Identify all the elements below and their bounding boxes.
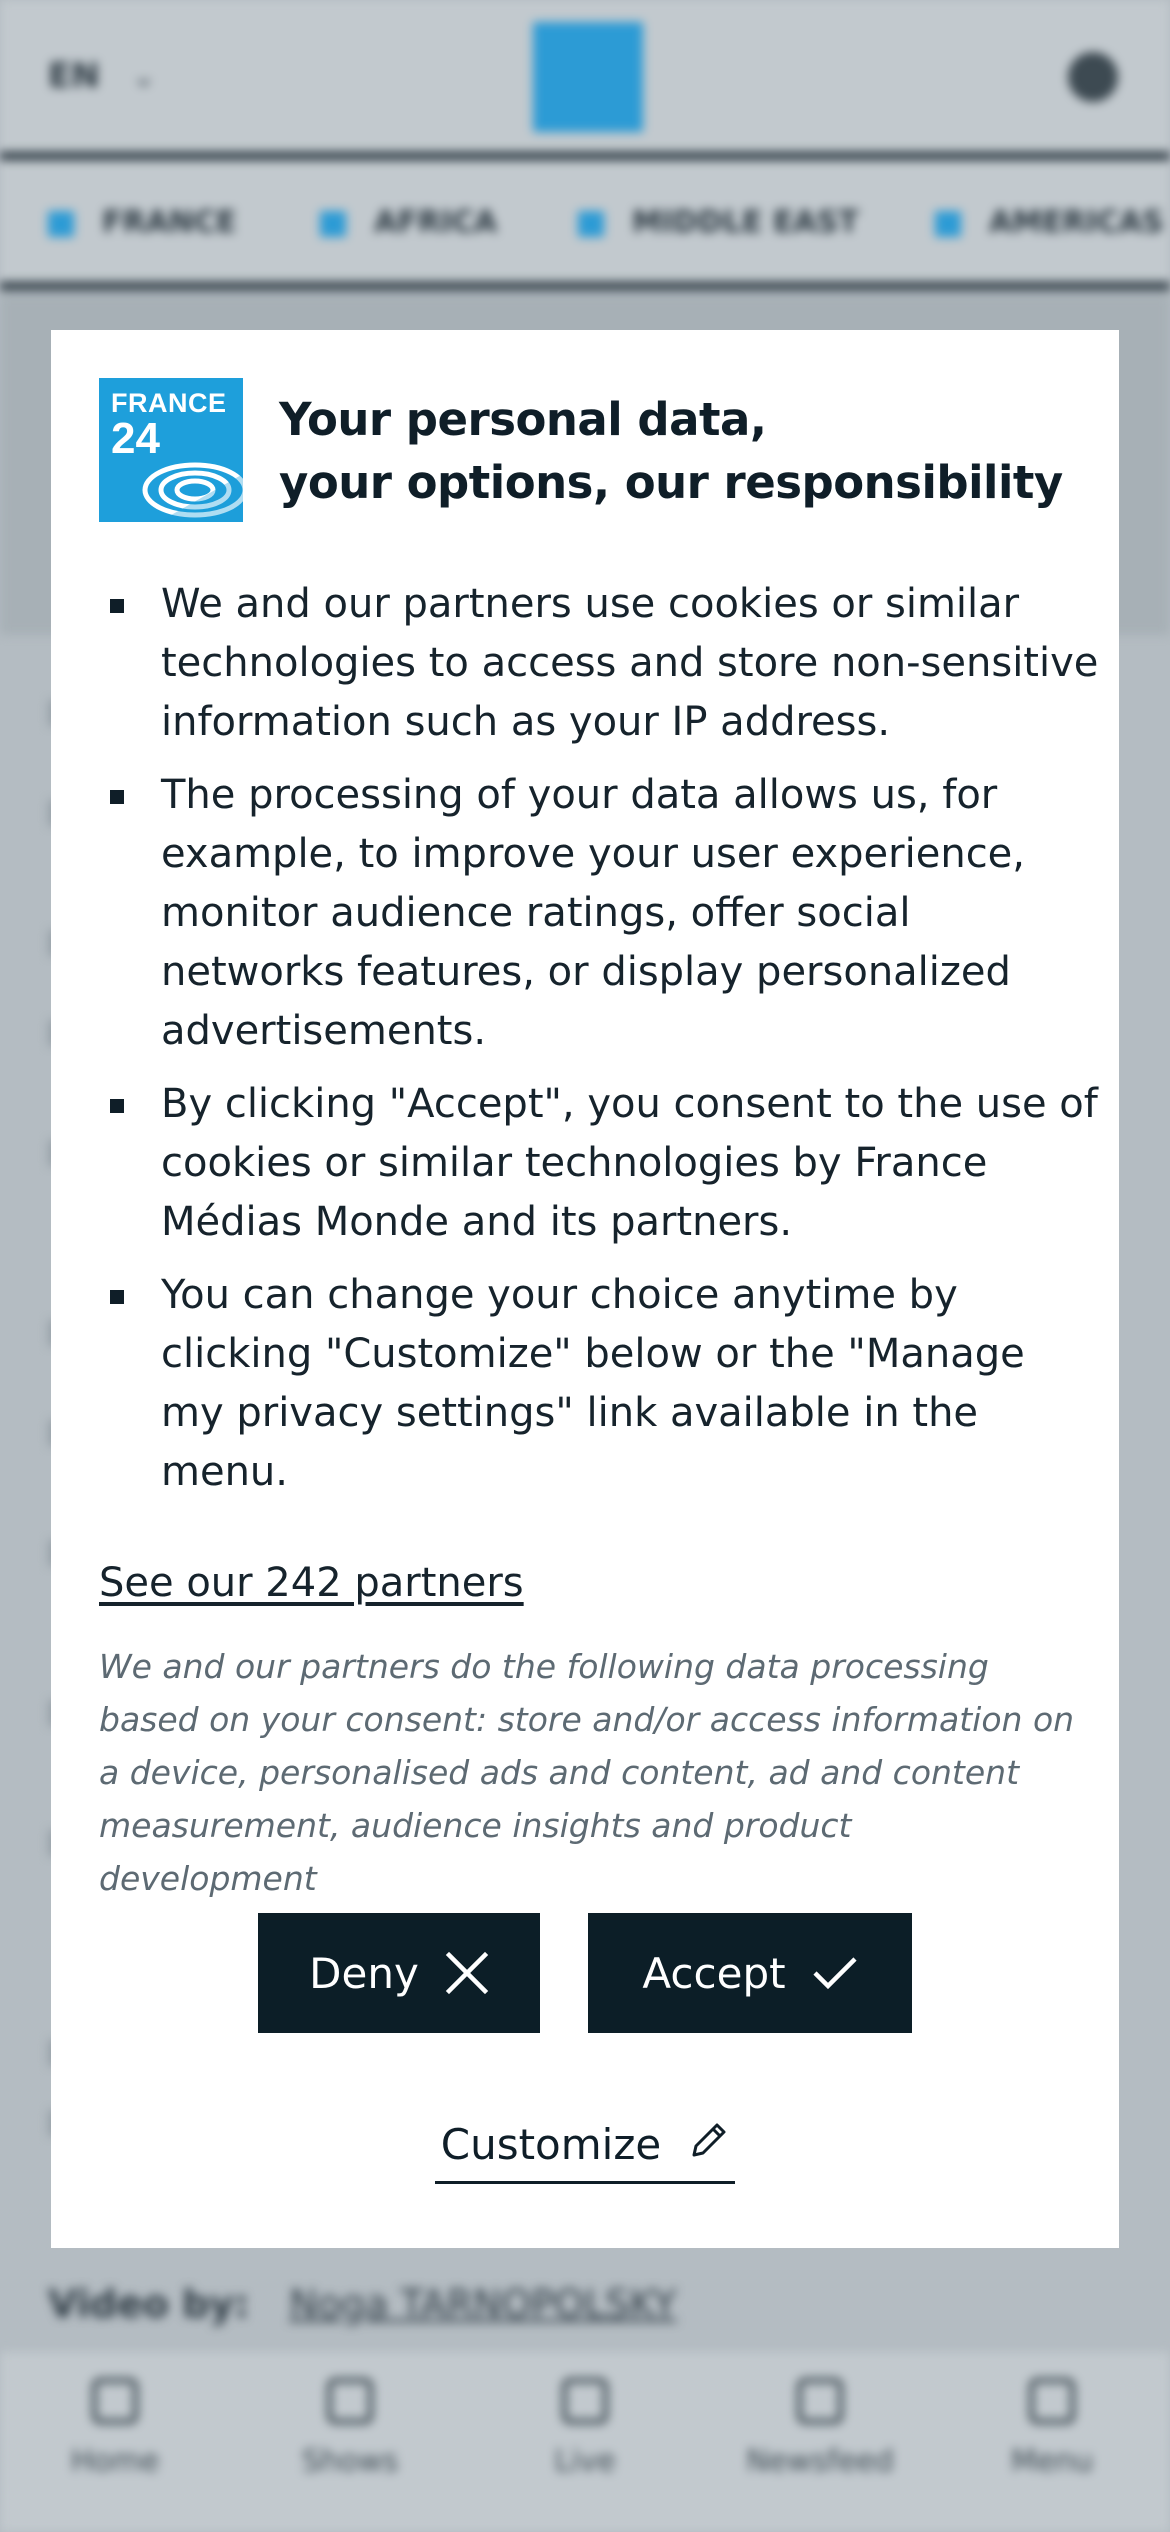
header-divider bbox=[0, 152, 1170, 160]
tab-menu[interactable]: Menu bbox=[962, 2378, 1142, 2479]
customize-button[interactable] bbox=[435, 2120, 735, 2184]
check-icon bbox=[812, 1955, 858, 1991]
deny-button[interactable] bbox=[258, 1913, 540, 2033]
nav-item-africa[interactable]: AFRICA bbox=[320, 205, 497, 240]
nav-item-middle-east[interactable]: MIDDLE EAST bbox=[578, 205, 859, 240]
play-icon bbox=[327, 2378, 373, 2424]
tab-home[interactable]: Home bbox=[25, 2378, 205, 2479]
chevron-down-icon: ⌄ bbox=[132, 60, 156, 93]
language-selector[interactable]: EN bbox=[48, 56, 100, 96]
byline-author-link[interactable]: Noga TARNOPOLSKY bbox=[289, 2282, 677, 2326]
consent-bullet-list bbox=[99, 575, 1099, 1516]
consent-dialog bbox=[51, 330, 1119, 2248]
france24-logo bbox=[99, 378, 243, 522]
list-item: You can change your choice anytime by clicking "Customize" below or the "Manage my privacy settings" link available in the menu. bbox=[99, 1266, 1099, 1502]
tab-newsfeed[interactable]: Newsfeed bbox=[730, 2378, 910, 2479]
customize-button-label: Customize bbox=[440, 2120, 662, 2169]
list-item: By clicking "Accept", you consent to the use of cookies or similar technologies by France Médias Monde and its partners. bbox=[99, 1075, 1099, 1252]
list-item: The processing of your data allows us, for example, to improve your user experience, monitor audience ratings, offer social networks features, or display personalized advertisements. bbox=[99, 766, 1099, 1061]
accept-button[interactable] bbox=[588, 1913, 912, 2033]
deny-button-label: Deny bbox=[309, 1948, 419, 1998]
partners-link[interactable]: See our 242 partners bbox=[99, 1560, 524, 1606]
logo-text-24: 24 bbox=[111, 414, 160, 463]
video-byline: Video by: Noga TARNOPOLSKY bbox=[48, 2282, 677, 2326]
settings-icon[interactable] bbox=[1068, 52, 1118, 102]
tv-icon bbox=[562, 2378, 608, 2424]
nav-item-france[interactable]: FRANCE bbox=[48, 205, 236, 240]
nav-divider bbox=[0, 282, 1170, 290]
tab-shows[interactable]: Shows bbox=[260, 2378, 440, 2479]
accept-button-label: Accept bbox=[642, 1948, 786, 1998]
logo-text-france: FRANCE bbox=[111, 388, 227, 418]
tab-live[interactable]: Live bbox=[495, 2378, 675, 2479]
home-icon bbox=[92, 2378, 138, 2424]
history-icon bbox=[797, 2378, 843, 2424]
processing-info-text: We and our partners do the following data processing based on your consent: store and/or access information on a device, personalised ads and content, ad and content measurement, audience insights and product development bbox=[99, 1647, 1075, 1898]
site-logo[interactable] bbox=[533, 22, 643, 132]
menu-icon bbox=[1029, 2378, 1075, 2424]
close-icon bbox=[445, 1951, 489, 1995]
nav-item-americas[interactable]: AMERICAS bbox=[935, 205, 1164, 240]
pencil-icon bbox=[689, 2120, 729, 2160]
dialog-title: Your personal data, your options, our responsibility bbox=[279, 393, 1063, 509]
list-item: We and our partners use cookies or similar technologies to access and store non-sensitive information such as your IP address. bbox=[99, 575, 1099, 752]
